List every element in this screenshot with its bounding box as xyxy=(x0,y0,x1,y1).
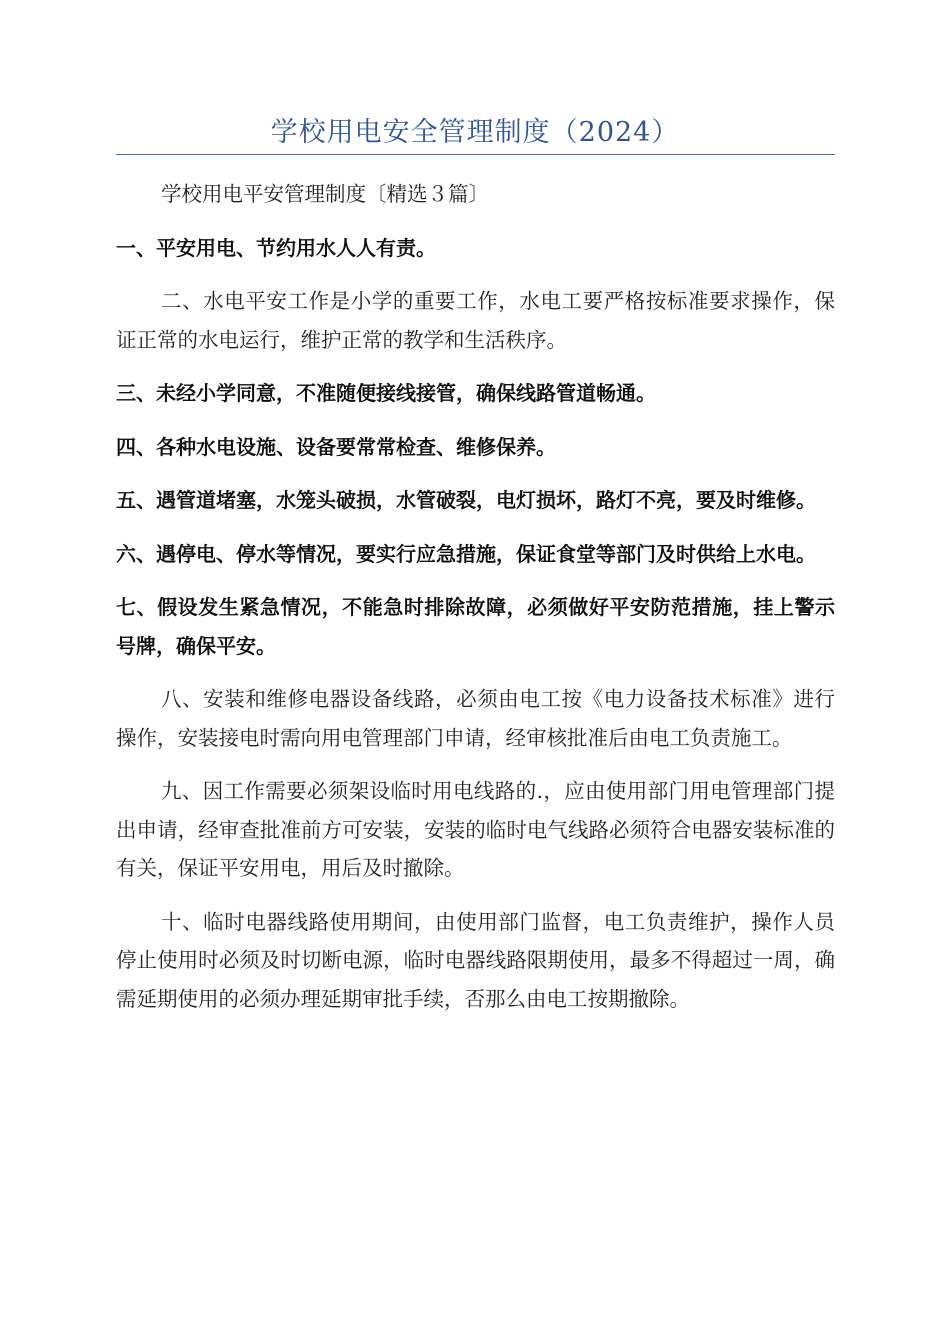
document-body xyxy=(116,175,835,1018)
document-subtitle: 学校用电平安管理制度〔精选３篇〕 xyxy=(161,182,489,206)
document-title: 学校用电安全管理制度（2024） xyxy=(270,117,680,148)
paragraph-4: 四、各种水电设施、设备要常常检查、维修保养。 xyxy=(116,434,556,459)
paragraph-8: 八、安装和维修电器设备线路，必须由电工按《电力设备技术标准》进行操作，安装接电时需向用电管理部门申请，经审核批准后由电工负责施工。 xyxy=(116,687,835,750)
paragraph-9: 九、因工作需要必须架设临时用电线路的.，应由使用部门用电管理部门提出申请，经审查批准前方可安装，安装的临时电气线路必须符合电器安装标准的有关，保证平安用电，用后及时撤除。 xyxy=(116,779,835,880)
paragraph-6: 六、遇停电、停水等情况，要实行应急措施，保证食堂等部门及时供给上水电。 xyxy=(116,541,816,566)
paragraph-2: 二、水电平安工作是小学的重要工作，水电工要严格按标准要求操作，保证正常的水电运行，维护正常的教学和生活秩序。 xyxy=(116,289,835,352)
paragraph-5: 五、遇管道堵塞，水笼头破损，水管破裂，电灯损坏，路灯不亮，要及时维修。 xyxy=(116,488,816,512)
paragraph-10: 十、临时电器线路使用期间，由使用部门监督，电工负责维护，操作人员停止使用时必须及时切断电源，临时电器线路限期使用，最多不得超过一周，确需延期使用的必须办理延期审批手续，否那么由电工按期撤除。 xyxy=(116,909,835,1011)
title-underline xyxy=(116,154,835,155)
paragraph-7: 七、假设发生紧急情况，不能急时排除故障，必须做好平安防范措施，挂上警示号牌，确保平安。 xyxy=(116,595,835,658)
paragraph-3: 三、未经小学同意，不准随便接线接管，确保线路管道畅通。 xyxy=(116,381,656,405)
paragraph-1: 一、平安用电、节约用水人人有责。 xyxy=(116,235,436,260)
